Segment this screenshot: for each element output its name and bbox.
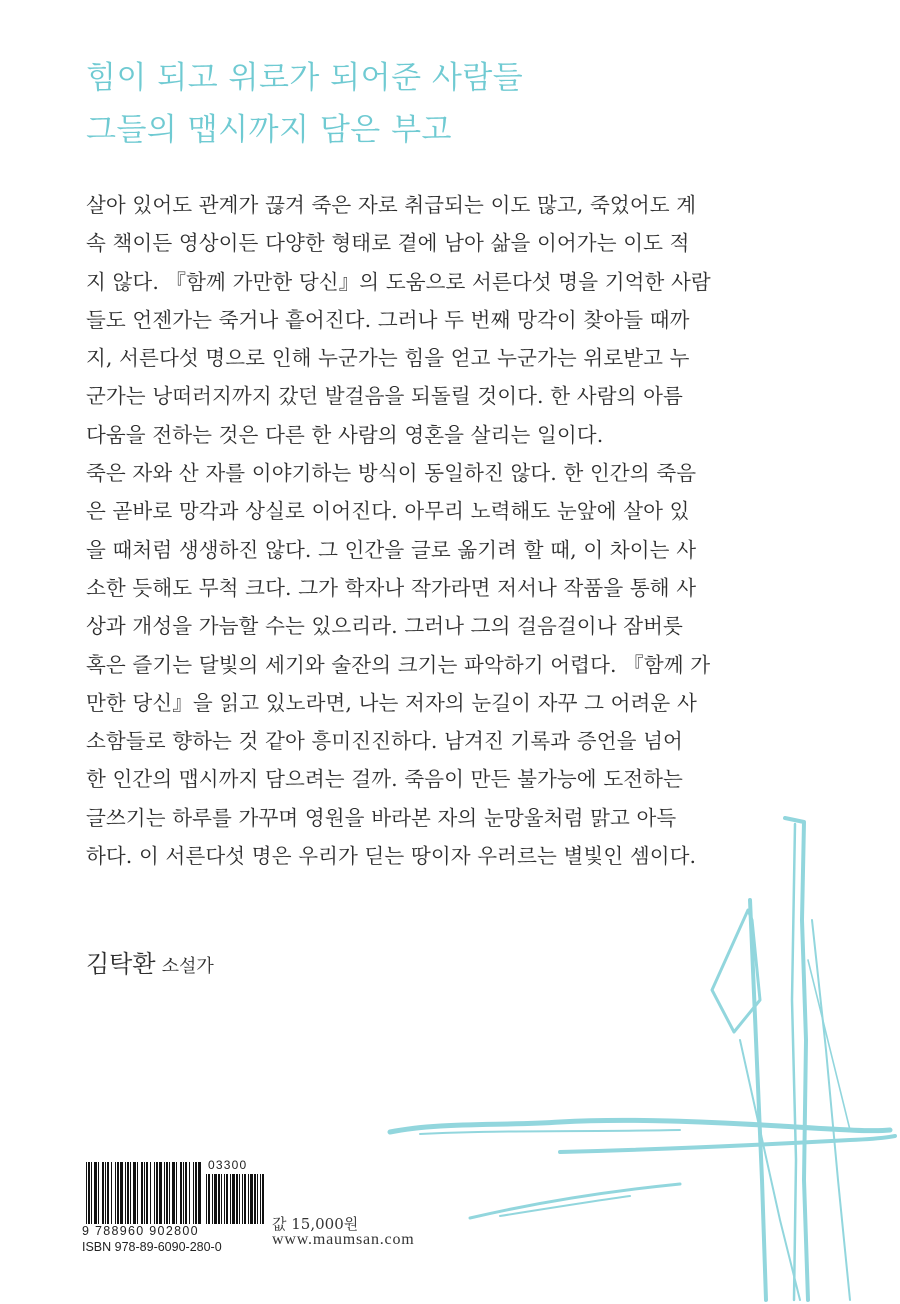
review-line: 글쓰기는 하루를 가꾸며 영원을 바라본 자의 눈망울처럼 맑고 아득 xyxy=(86,805,677,830)
addon-digits: 03300 xyxy=(208,1158,248,1172)
barcode-bars xyxy=(86,1162,202,1224)
price: 값 15,000원 xyxy=(272,1215,359,1233)
review-line: 을 때처럼 생생하진 않다. 그 인간을 글로 옮기려 할 때, 이 차이는 사 xyxy=(86,537,697,562)
review-line: 다움을 전하는 것은 다른 한 사람의 영혼을 살리는 일이다. xyxy=(86,422,604,447)
barcode-addon-bars xyxy=(206,1174,266,1224)
isbn-number: ISBN 978-89-6090-280-0 xyxy=(82,1240,222,1254)
review-line: 상과 개성을 가늠할 수는 있으리라. 그러나 그의 걸음걸이나 잠버릇 xyxy=(86,614,683,639)
website: www.maumsan.com xyxy=(272,1231,415,1248)
author-role: 소설가 xyxy=(161,956,214,977)
isbn-barcode xyxy=(82,1158,272,1256)
review-line: 죽은 자와 산 자를 이야기하는 방식이 동일하진 않다. 한 인간의 죽음 xyxy=(86,461,697,486)
headline-line-1: 힘이 되고 위로가 되어준 사람들 xyxy=(86,60,524,96)
ean-digits: 9 788960 902800 xyxy=(82,1224,199,1238)
review-line: 은 곧바로 망각과 상실로 이어진다. 아무리 노력해도 눈앞에 살아 있 xyxy=(86,499,690,524)
brush-stroke-decoration xyxy=(380,800,900,1304)
review-line: 한 인간의 맵시까지 담으려는 걸까. 죽음이 만든 불가능에 도전하는 xyxy=(86,767,683,792)
review-line: 살아 있어도 관계가 끊겨 죽은 자로 취급되는 이도 많고, 죽었어도 계 xyxy=(86,193,697,217)
headline xyxy=(86,52,846,156)
review-line: 속 책이든 영상이든 다양한 형태로 곁에 남아 삶을 이어가는 이도 적 xyxy=(86,231,690,256)
review-text xyxy=(86,186,846,875)
review-line: 소함들로 향하는 것 같아 흥미진진하다. 남겨진 기록과 증언을 넘어 xyxy=(86,729,683,754)
review-line: 군가는 낭떠러지까지 갔던 발걸음을 되돌릴 것이다. 한 사람의 아름 xyxy=(86,384,683,409)
review-line: 들도 언젠가는 죽거나 흩어진다. 그러나 두 번째 망각이 찾아들 때까 xyxy=(86,307,690,332)
review-line: 만한 당신』을 읽고 있노라면, 나는 저자의 눈길이 자꾸 그 어려운 사 xyxy=(86,690,697,715)
headline-line-2: 그들의 맵시까지 담은 부고 xyxy=(86,112,452,148)
review-line: 지 않다. 『함께 가만한 당신』의 도움으로 서른다섯 명을 기억한 사람 xyxy=(86,269,711,294)
review-line: 하다. 이 서른다섯 명은 우리가 딛는 땅이자 우러르는 별빛인 셈이다. xyxy=(86,844,697,869)
author-name: 김탁환 xyxy=(86,950,156,978)
review-author xyxy=(86,944,214,979)
review-line: 혹은 즐기는 달빛의 세기와 술잔의 크기는 파악하기 어렵다. 『함께 가 xyxy=(86,652,711,677)
review-line: 소한 듯해도 무척 크다. 그가 학자나 작가라면 저서나 작품을 통해 사 xyxy=(86,575,697,600)
review-line: 지, 서른다섯 명으로 인해 누군가는 힘을 얻고 누군가는 위로받고 누 xyxy=(86,346,690,371)
